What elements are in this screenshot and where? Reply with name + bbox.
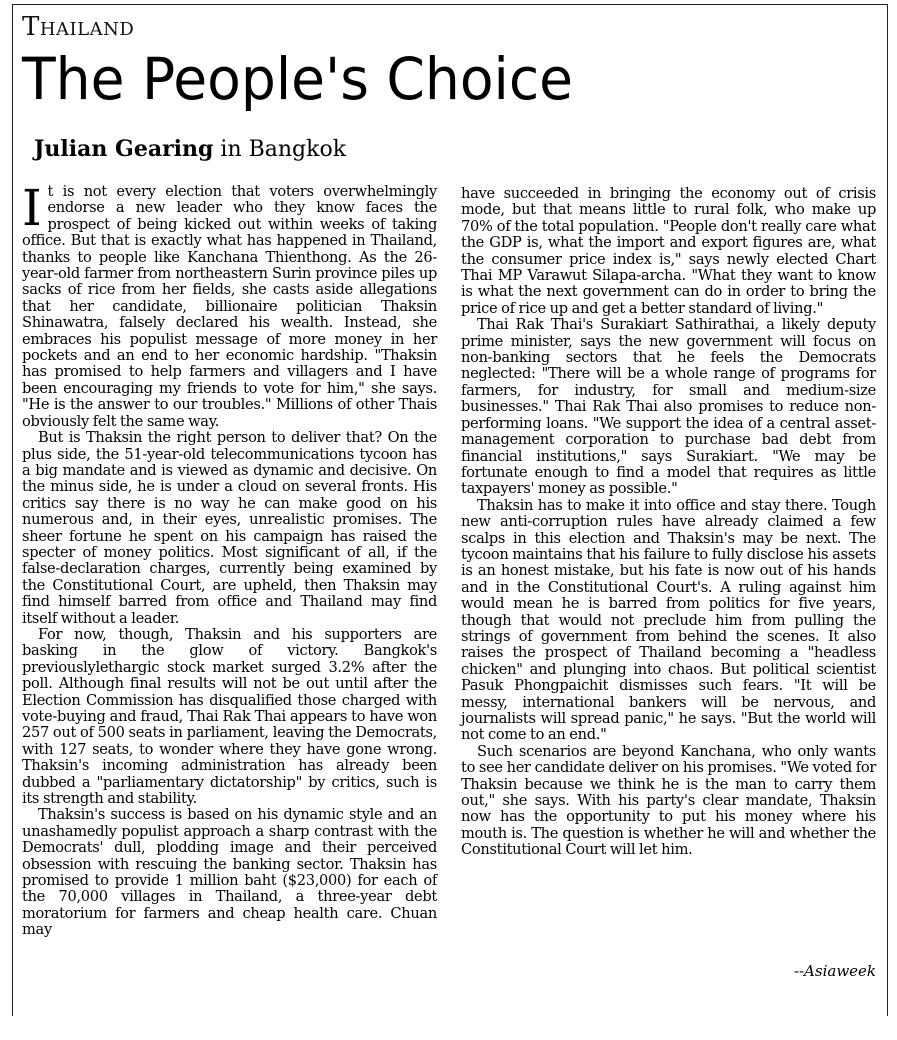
paragraph: Such scenarios are beyond Kanchana, who only wants to see her candidate deliver on his promises. "We voted for Thaksin because we think he is the man to carry them out," she says. With his party's clear mandate, Thaksin now has the opportunity to put his money where his mouth is. The question is whether he will and whether the Constitutional Court will let him.: [461, 742, 876, 859]
left-border-rule: [12, 4, 13, 1016]
paragraph: have succeeded in bringing the economy out of crisis mode, but that means little to rural folk, who make up 70% of the total population. "People don't really care what the GDP is, what the import and export figures are, what the consumer price index is," says newly elected Chart Thai MP Varawut Silapa-archa. "What they want to know is what the next government can do in order to bring the price of rice up and get a better standard of living.": [461, 185, 876, 317]
paragraph: But is Thaksin the right person to deliver that? On the plus side, the 51-year-old telecommunications tycoon has a big mandate and is viewed as dynamic and decisive. On the minus side, he is under a cloud on several fronts. His critics say there is no way he can make good on his numerous and, in their eyes, unrealistic promises. The sheer fortune he spent on his campaign has raised the specter of money politics. Most significant of all, if the false-declaration charges, currently being examined by the Constitutional Court, are upheld, then Thaksin may find himself barred from office and Thailand may find itself without a leader.: [22, 429, 437, 627]
paragraph: Thaksin's success is based on his dynamic style and an unashamedly populist approach a sharp contrast with the Democrats' dull, plodding image and their perceived obsession with rescuing the banking sector. Thaksin has promised to provide 1 million baht ($23,000) for each of the 70,000 villages in Thailand, a three-year debt moratorium for farmers and cheap health care. Chuan may: [22, 806, 437, 939]
paragraph: Thai Rak Thai's Surakiart Sathirathai, a likely deputy prime minister, says the new government will focus on non-banking sectors that he feels the Democrats neglected: "There will be a whole range of programs for farmers, for industry, for small and medium-size businesses." Thai Rak Thai also promises to reduce non-performing loans. "We support the idea of a central asset-management corporation to purchase bad debt from financial institutions," says Surakiart. "We may be fortunate enough to find a model that requires as little taxpayers' money as possible.": [461, 316, 876, 498]
right-column: [461, 186, 876, 859]
top-border-rule: [12, 4, 887, 5]
section-label: Thailand: [22, 12, 135, 42]
byline-author: Julian Gearing: [34, 136, 214, 162]
headline: The People's Choice: [22, 45, 574, 113]
paragraph-text: t is not every election that voters overwhelmingly endorse a new leader who they know faces the prospect of being kicked out within weeks of taking office. But that is exactly what has happened in Thailand, thanks to people like Kanchana Thienthong. As the 26-year-old farmer from northeastern Surin province piles up sacks of rice from her fields, she casts aside allegations that her candidate, billionaire politician Thaksin Shinawatra, falsely declared his wealth. Instead, she embraces his populist message of more money in her pockets and an end to her economic hardship. "Thaksin has promised to help farmers and villagers and I have been encouraging my friends to vote for him," she says. "He is the answer to our troubles." Millions of other Thais obviously felt the same way.: [22, 183, 437, 430]
paragraph: [22, 179, 437, 430]
byline: [34, 136, 346, 162]
left-column: [22, 179, 437, 939]
paragraph: For now, though, Thaksin and his supporters are basking in the glow of victory. Bangkok's previouslylethargic stock market surged 3.2% after the poll. Although final results will not be out until after the Election Commission has disqualified those charged with vote-buying and fraud, Thai Rak Thai appears to have won 257 out of 500 seats in parliament, leaving the Democrats, with 127 seats, to wonder where they have gone wrong. Thaksin's incoming administration has already been dubbed a "parliamentary dictatorship" by critics, such is its strength and stability.: [22, 625, 437, 808]
drop-cap: I: [22, 179, 42, 237]
paragraph: Thaksin has to make it into office and stay there. Tough new anti-corruption rules have already claimed a few scalps in this election and Thaksin's may be next. The tycoon maintains that his failure to fully disclose his assets is an honest mistake, but his fate is now out of his hands and in the Constitutional Court's. A ruling against him would mean he is barred from politics for five years, though that would not preclude him from pulling the strings of government from behind the scenes. It also raises the prospect of Thailand becoming a "headless chicken" and plunging into chaos. But political scientist Pasuk Phongpaichit dismisses such fears. "It will be messy, international bankers will be nervous, and journalists will spread panic," he says. "But the world will not come to an end.": [461, 496, 876, 744]
byline-location: in Bangkok: [220, 137, 347, 162]
right-border-rule: [887, 4, 888, 1016]
source-credit: --Asiaweek: [793, 962, 876, 980]
